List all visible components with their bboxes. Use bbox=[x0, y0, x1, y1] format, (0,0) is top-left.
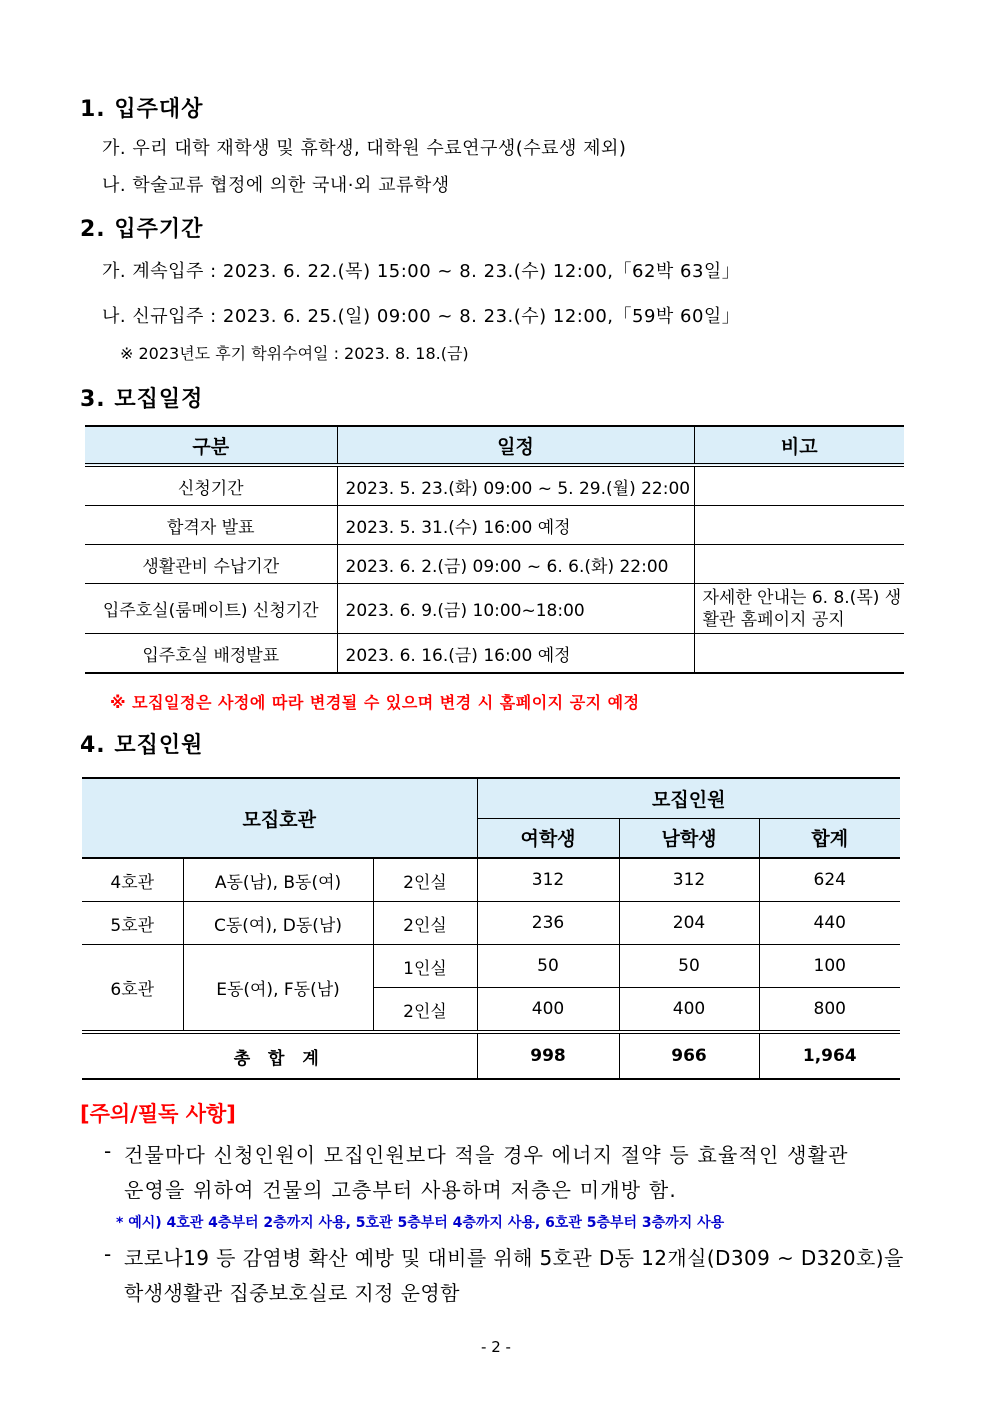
schedule-remarks bbox=[694, 506, 904, 545]
table-row bbox=[85, 634, 904, 674]
section-title-period: 2. 입주기간 bbox=[80, 217, 204, 242]
header-category: 구분 bbox=[85, 426, 337, 465]
period-item: 가. 계속입주 : 2023. 6. 22.(목) 15:00 ~ 8. 23.(수) 12:00,「62박 63일」 bbox=[102, 261, 741, 282]
table-row bbox=[85, 584, 904, 634]
male-count: 312 bbox=[619, 858, 759, 902]
male-count: 400 bbox=[619, 988, 759, 1033]
caution-item-line: 건물마다 신청인원이 모집인원보다 적을 경우 에너지 절약 등 효율적인 생활관 bbox=[124, 1143, 849, 1167]
female-count: 400 bbox=[477, 988, 619, 1033]
hall-name: 6호관 bbox=[82, 945, 183, 1033]
schedule-category: 입주호실(룸메이트) 신청기간 bbox=[85, 584, 337, 634]
caution-bullet: - bbox=[104, 1139, 112, 1163]
header-hall-group: 모집호관 bbox=[82, 778, 477, 858]
table-row bbox=[85, 465, 904, 506]
grand-total-label: 총 합 계 bbox=[82, 1032, 477, 1079]
room-type: 2인실 bbox=[373, 988, 477, 1033]
schedule-category: 신청기간 bbox=[85, 465, 337, 506]
schedule-date: 2023. 6. 16.(금) 16:00 예정 bbox=[337, 634, 694, 674]
caution-title: [주의/필독 사항] bbox=[80, 1102, 236, 1126]
grand-total-female: 998 bbox=[477, 1032, 619, 1079]
header-remarks: 비고 bbox=[694, 426, 904, 465]
hall-name: 4호관 bbox=[82, 858, 183, 902]
section-title-eligibility: 1. 입주대상 bbox=[80, 97, 204, 122]
schedule-warning: ※ 모집일정은 사정에 따라 변경될 수 있으며 변경 시 홈페이지 공지 예정 bbox=[110, 693, 640, 712]
section-title-schedule: 3. 모집일정 bbox=[80, 387, 204, 412]
schedule-date: 2023. 5. 23.(화) 09:00 ~ 5. 29.(월) 22:00 bbox=[337, 465, 694, 506]
schedule-remarks bbox=[694, 465, 904, 506]
page-number: - 2 - bbox=[481, 1338, 511, 1356]
schedule-category: 생활관비 수납기간 bbox=[85, 545, 337, 584]
total-count: 624 bbox=[759, 858, 900, 902]
header-capacity-group: 모집인원 bbox=[477, 778, 900, 818]
table-row bbox=[82, 858, 900, 902]
header-total: 합계 bbox=[759, 818, 900, 858]
header-date: 일정 bbox=[337, 426, 694, 465]
schedule-category: 합격자 발표 bbox=[85, 506, 337, 545]
grand-total-row bbox=[82, 1032, 900, 1079]
male-count: 50 bbox=[619, 945, 759, 988]
capacity-header-row bbox=[82, 778, 900, 818]
room-type: 2인실 bbox=[373, 858, 477, 902]
caution-item-line: 운영을 위하여 건물의 고층부터 사용하며 저층은 미개방 함. bbox=[124, 1178, 677, 1202]
schedule-date: 2023. 5. 31.(수) 16:00 예정 bbox=[337, 506, 694, 545]
header-female: 여학생 bbox=[477, 818, 619, 858]
schedule-date: 2023. 6. 2.(금) 09:00 ~ 6. 6.(화) 22:00 bbox=[337, 545, 694, 584]
header-male: 남학생 bbox=[619, 818, 759, 858]
schedule-remarks bbox=[694, 545, 904, 584]
schedule-remarks bbox=[694, 634, 904, 674]
grand-total-all: 1,964 bbox=[759, 1032, 900, 1079]
caution-example: * 예시) 4호관 4층부터 2층까지 사용, 5호관 5층부터 4층까지 사용, 6호관 5층부터 3층까지 사용 bbox=[116, 1215, 725, 1231]
total-count: 100 bbox=[759, 945, 900, 988]
table-row bbox=[85, 545, 904, 584]
schedule-category: 입주호실 배정발표 bbox=[85, 634, 337, 674]
building-name: E동(여), F동(남) bbox=[183, 945, 373, 1033]
eligibility-item: 가. 우리 대학 재학생 및 휴학생, 대학원 수료연구생(수료생 제외) bbox=[102, 138, 627, 159]
total-count: 800 bbox=[759, 988, 900, 1033]
capacity-table bbox=[82, 777, 900, 1080]
table-row bbox=[82, 902, 900, 945]
caution-bullet: - bbox=[104, 1242, 112, 1266]
table-row bbox=[85, 506, 904, 545]
schedule-table bbox=[85, 425, 904, 674]
building-name: A동(남), B동(여) bbox=[183, 858, 373, 902]
caution-item-line: 코로나19 등 감염병 확산 예방 및 대비를 위해 5호관 D동 12개실(D309 ~ D320호)을 bbox=[124, 1246, 904, 1270]
graduation-note: ※ 2023년도 후기 학위수여일 : 2023. 8. 18.(금) bbox=[120, 344, 469, 363]
room-type: 2인실 bbox=[373, 902, 477, 945]
period-item: 나. 신규입주 : 2023. 6. 25.(일) 09:00 ~ 8. 23.(수) 12:00,「59박 60일」 bbox=[102, 306, 741, 327]
eligibility-item: 나. 학술교류 협정에 의한 국내·외 교류학생 bbox=[102, 175, 450, 196]
schedule-date: 2023. 6. 9.(금) 10:00~18:00 bbox=[337, 584, 694, 634]
male-count: 204 bbox=[619, 902, 759, 945]
total-count: 440 bbox=[759, 902, 900, 945]
female-count: 312 bbox=[477, 858, 619, 902]
building-name: C동(여), D동(남) bbox=[183, 902, 373, 945]
room-type: 1인실 bbox=[373, 945, 477, 988]
section-title-capacity: 4. 모집인원 bbox=[80, 733, 204, 758]
schedule-header-row bbox=[85, 426, 904, 465]
hall-name: 5호관 bbox=[82, 902, 183, 945]
caution-item-line: 학생생활관 집중보호실로 지정 운영함 bbox=[124, 1281, 460, 1305]
schedule-remarks: 자세한 안내는 6. 8.(목) 생활관 홈페이지 공지 bbox=[694, 584, 904, 634]
female-count: 50 bbox=[477, 945, 619, 988]
table-row bbox=[82, 945, 900, 988]
female-count: 236 bbox=[477, 902, 619, 945]
grand-total-male: 966 bbox=[619, 1032, 759, 1079]
